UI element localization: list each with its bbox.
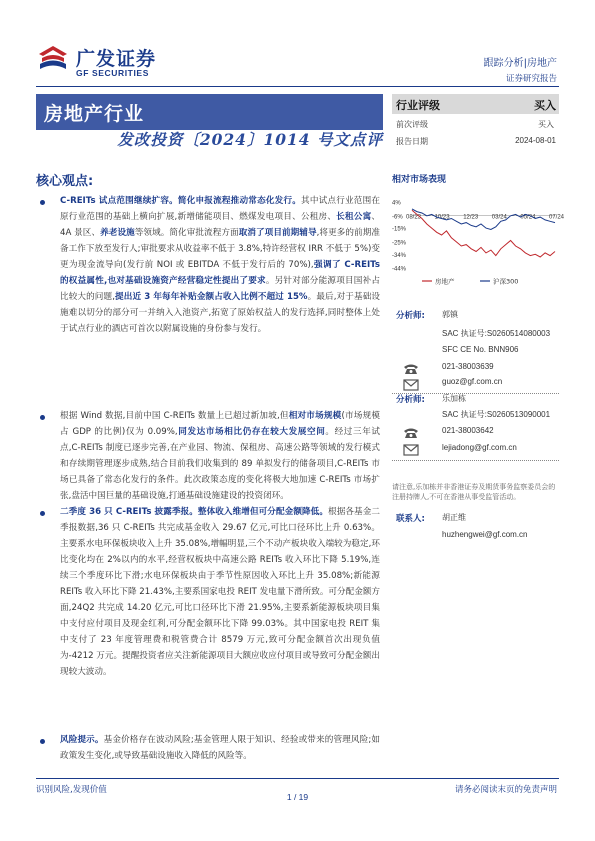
report-tag: 跟踪分析|房地产 — [483, 58, 557, 69]
bullet-icon — [40, 415, 45, 420]
x-tick-label: 10/23 — [434, 214, 450, 221]
page-number: 1 / 19 — [286, 792, 309, 802]
rating-label: 行业评级 — [396, 99, 440, 112]
footer-divider — [36, 778, 559, 779]
email-icon — [403, 441, 419, 453]
industry-title: 房地产行业 — [44, 103, 145, 125]
contact-name: 胡正维 — [442, 513, 466, 522]
analyst-1-phone: 021-38003639 — [442, 362, 494, 371]
contact-email[interactable]: huzhengwei@gf.com.cn — [442, 530, 528, 539]
core-title: 核心观点: — [36, 174, 94, 189]
bullet-icon — [40, 739, 45, 744]
bullet-icon — [40, 200, 45, 205]
x-tick-label: 07/24 — [549, 214, 565, 221]
analyst-1-sac: SAC 执证号:S0260514080003 — [442, 329, 551, 338]
y-tick-label: -15% — [392, 226, 407, 233]
x-tick-label: 03/24 — [491, 214, 507, 221]
report-date-value: 2024-08-01 — [515, 136, 556, 145]
brand-name-en: GF SECURITIES — [76, 68, 149, 78]
chart-title: 相对市场表现 — [392, 175, 447, 185]
legend-label: 房地产 — [435, 277, 455, 286]
analyst-label: 分析师: — [396, 311, 425, 321]
analyst-1-email[interactable]: guoz@gf.com.cn — [442, 377, 503, 386]
report-subtitle: 发改投资〔2024〕1014 号文点评 — [117, 130, 383, 149]
footer-slogan: 识别风险,发现价值 — [36, 785, 107, 795]
y-tick-label: -34% — [392, 252, 407, 259]
analyst-label: 分析师: — [396, 395, 425, 405]
disclaimer-note: 请注意,乐加栋并非香港证券及期货事务监察委员会的注册持牌人,不可在香港从事受监管活动。 — [392, 483, 556, 501]
core-point-4: 风险提示。基金价格存在波动风险;基金管理人限于知识、经验或带来的管理风险;如政策发生变化,或导致基础设施收入降低的风险等。 — [60, 735, 380, 761]
prev-rating-value: 买入 — [538, 120, 554, 129]
analyst-2-name: 乐加栋 — [442, 394, 466, 403]
report-date-label: 报告日期 — [396, 137, 428, 146]
analyst-2-email[interactable]: lejiadong@gf.com.cn — [442, 443, 517, 452]
core-point-1: C-REITs 试点范围继续扩容。简化申报流程推动常态化发行。其中试点行业范围在原行业范围的基础上横向扩展,新增储能项目、燃煤发电项目、公租房、长租公寓、4A 景区、养老设施等领域。简化审批流程方面取消了项目前期辅导,将更多的前期准备工作下放至发行人;审批要求从收益率不低于 3.8%,特许经营权 IRR 不低于 5%)变更为现金流导向(发行前 NOI 或 EBITDA 不低于发行后的 70%),强调了 C-REITs 的权益属性,也对基础设施资产经营稳定性提出了要求。另针对部分能源项目国补占比较大的问题,提出近 3 年每年补贴金额占收入比例不超过 15%。最后,对于基础设施难以切分的部分可一并纳入入池资产,拓宽了原始权益人的发行选择,同时整体上处于试点行业的酒店可首次以附属设施的身份参与发行。 — [60, 196, 381, 334]
legend-label: 沪深300 — [493, 277, 519, 286]
analyst-1-name: 郭镇 — [442, 310, 458, 319]
relative-performance-chart — [392, 196, 565, 288]
report-type: 证券研究报告 — [505, 74, 557, 84]
y-tick-label: -25% — [392, 240, 407, 247]
bullet-icon — [40, 511, 45, 516]
y-tick-label: -6% — [392, 214, 403, 221]
email-icon — [403, 376, 419, 388]
analyst-2-sac: SAC 执证号:S0260513090001 — [442, 410, 551, 419]
separator — [392, 460, 559, 461]
phone-icon — [403, 424, 419, 436]
brand-logo-icon — [36, 44, 70, 74]
brand-name-cn: 广发证券 — [76, 48, 157, 70]
x-tick-label: 12/23 — [463, 214, 479, 221]
core-point-3: 二季度 36 只 C-REITs 披露季报。整体收入维增但可分配金额降低。根据各基金二季报数据,36 只 C-REITs 共完成基金收入 29.67 亿元,可比口径环比上升 0.63%。主要系水电环保板块收入上升 35.08%,增幅明显,三个不动产板块收入端较为稳定,环比变化均在 2%以内的水平,经营权板块中高速公路 REITs 收入环比下降 5.19%,连续三个季度环比下滑;水电环保板块由于季节性原因收入环比上升 35.08%;新能源 REITs 收入环比下降 21.43%,主要系国家电投 REIT 发电量下滑所致。可分配金额方面,24Q2 共完成 14.20 亿元,可比口径环比下滑 21.95%,主要系新能源板块项目集中支付应付项目及现金红利,可分配金额环比下降 99.03%。其中国家电投 REIT 集中支付了 23 年度管理费和税管费合计 8579 万元,致可分配金额首次出现负值为-4212 万元。提醒投资者应关注新能源项目大额应收应付项目或导致可分配金额出现较大波动。 — [60, 507, 380, 677]
core-point-2: 根据 Wind 数据,目前中国 C-REITs 数量上已超过新加坡,但相对市场规模(市场规模占 GDP 的比例)仅为 0.09%,同发达市场相比仍存在较大发展空间。经过三年试点,C-REITs 制度已逐步完善,在产业园、物流、保租房、高速公路等领域的发行模式和存续期管理逐步成熟,结合目前我们收集到的 89 单拟发行的储备项目,C-REITs 市场已具备了常态化发行的条件。此次政策态度的变化将极大地加速 C-REITs 市场扩张,盘活中国巨量的基础设施,打通基础设施建设的投资闭环。 — [60, 411, 380, 501]
y-tick-label: 4% — [392, 200, 401, 207]
header-divider — [36, 86, 559, 87]
phone-icon — [403, 360, 419, 372]
analyst-2-phone: 021-38003642 — [442, 426, 494, 435]
x-tick-label: 05/24 — [520, 214, 536, 221]
contact-label: 联系人: — [396, 514, 425, 524]
prev-rating-label: 前次评级 — [396, 120, 428, 129]
rating-value: 买入 — [534, 99, 556, 112]
x-tick-label: 08/23 — [406, 214, 422, 221]
analyst-1-sfc: SFC CE No. BNN906 — [442, 345, 519, 354]
y-tick-label: -44% — [392, 266, 407, 273]
footer-disclaimer-link[interactable]: 请务必阅读末页的免责声明 — [454, 785, 557, 795]
